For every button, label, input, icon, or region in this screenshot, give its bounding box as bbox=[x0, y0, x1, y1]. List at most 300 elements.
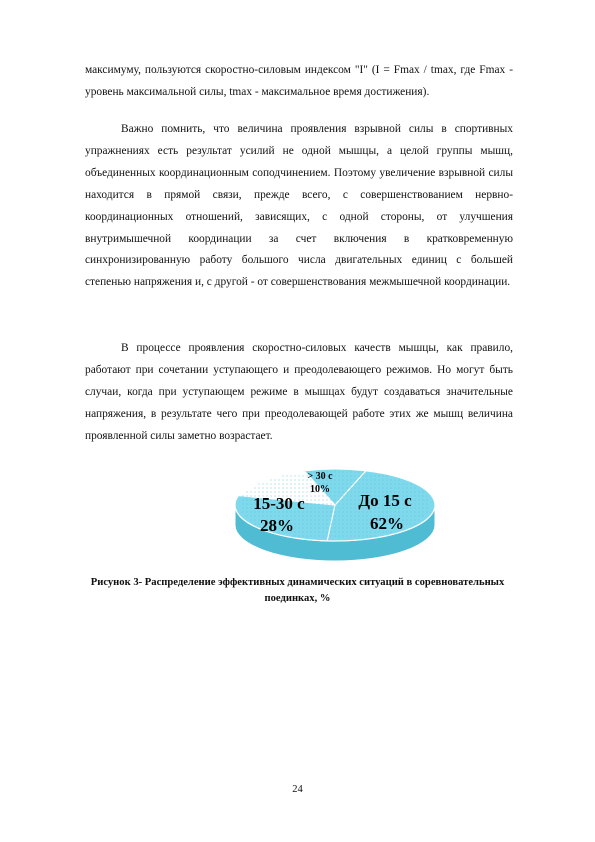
texture-dot bbox=[351, 536, 352, 537]
texture-dot bbox=[335, 520, 336, 521]
texture-dot bbox=[335, 488, 336, 489]
texture-dot bbox=[355, 508, 356, 509]
texture-dot bbox=[339, 492, 340, 493]
texture-dot bbox=[331, 500, 332, 501]
texture-dot bbox=[327, 516, 328, 517]
texture-dot bbox=[315, 516, 316, 517]
texture-dot bbox=[419, 492, 420, 493]
texture-dot bbox=[335, 516, 336, 517]
texture-dot bbox=[315, 504, 316, 505]
texture-dot bbox=[271, 484, 272, 485]
slice-label-slice-15-30s: 15-30 с bbox=[253, 494, 305, 513]
texture-dot bbox=[331, 532, 332, 533]
texture-dot bbox=[287, 484, 288, 485]
texture-dot bbox=[267, 484, 268, 485]
texture-dot bbox=[255, 524, 256, 525]
texture-dot bbox=[331, 520, 332, 521]
texture-dot bbox=[343, 504, 344, 505]
texture-dot bbox=[347, 512, 348, 513]
texture-dot bbox=[319, 528, 320, 529]
texture-dot bbox=[319, 504, 320, 505]
texture-dot bbox=[363, 512, 364, 513]
texture-dot bbox=[307, 484, 308, 485]
texture-dot bbox=[287, 476, 288, 477]
texture-dot bbox=[247, 516, 248, 517]
texture-dot bbox=[363, 488, 364, 489]
texture-dot bbox=[295, 524, 296, 525]
texture-dot bbox=[379, 488, 380, 489]
texture-dot bbox=[303, 484, 304, 485]
texture-dot bbox=[327, 528, 328, 529]
texture-dot bbox=[307, 488, 308, 489]
texture-dot bbox=[391, 484, 392, 485]
texture-dot bbox=[363, 484, 364, 485]
texture-dot bbox=[275, 492, 276, 493]
texture-dot bbox=[407, 488, 408, 489]
texture-dot bbox=[307, 500, 308, 501]
texture-dot bbox=[287, 492, 288, 493]
texture-dot bbox=[375, 480, 376, 481]
texture-dot bbox=[351, 480, 352, 481]
texture-dot bbox=[351, 504, 352, 505]
texture-dot bbox=[363, 516, 364, 517]
texture-dot bbox=[355, 512, 356, 513]
texture-dot bbox=[295, 492, 296, 493]
texture-dot bbox=[311, 508, 312, 509]
texture-dot bbox=[299, 536, 300, 537]
texture-dot bbox=[415, 524, 416, 525]
texture-dot bbox=[343, 532, 344, 533]
texture-dot bbox=[311, 520, 312, 521]
texture-dot bbox=[343, 536, 344, 537]
texture-dot bbox=[363, 520, 364, 521]
texture-dot bbox=[383, 480, 384, 481]
figure-caption: Рисунок 3- Распределение эффективных динамических ситуаций в соревновательных поединках, % bbox=[90, 577, 505, 604]
texture-dot bbox=[303, 536, 304, 537]
texture-dot bbox=[415, 520, 416, 521]
texture-dot bbox=[255, 488, 256, 489]
texture-dot bbox=[339, 476, 340, 477]
texture-dot bbox=[315, 524, 316, 525]
texture-dot bbox=[399, 480, 400, 481]
texture-dot bbox=[307, 512, 308, 513]
texture-dot bbox=[335, 496, 336, 497]
texture-dot bbox=[295, 520, 296, 521]
texture-dot bbox=[387, 480, 388, 481]
texture-dot bbox=[415, 504, 416, 505]
texture-dot bbox=[307, 528, 308, 529]
texture-dot bbox=[331, 528, 332, 529]
texture-dot bbox=[355, 528, 356, 529]
texture-dot bbox=[295, 484, 296, 485]
texture-dot bbox=[423, 508, 424, 509]
texture-dot bbox=[319, 536, 320, 537]
texture-dot bbox=[331, 496, 332, 497]
texture-dot bbox=[347, 504, 348, 505]
texture-dot bbox=[427, 512, 428, 513]
texture-dot bbox=[311, 532, 312, 533]
texture-dot bbox=[319, 516, 320, 517]
texture-dot bbox=[411, 524, 412, 525]
texture-dot bbox=[351, 520, 352, 521]
texture-dot bbox=[359, 472, 360, 473]
texture-dot bbox=[295, 536, 296, 537]
texture-dot bbox=[299, 488, 300, 489]
texture-dot bbox=[359, 528, 360, 529]
texture-dot bbox=[307, 536, 308, 537]
texture-dot bbox=[371, 536, 372, 537]
texture-dot bbox=[251, 520, 252, 521]
texture-dot bbox=[347, 532, 348, 533]
texture-dot bbox=[331, 536, 332, 537]
texture-dot bbox=[427, 504, 428, 505]
texture-dot bbox=[311, 500, 312, 501]
texture-dot bbox=[351, 524, 352, 525]
texture-dot bbox=[339, 488, 340, 489]
texture-dot bbox=[319, 524, 320, 525]
texture-dot bbox=[251, 496, 252, 497]
texture-dot bbox=[423, 512, 424, 513]
texture-dot bbox=[291, 488, 292, 489]
texture-dot bbox=[347, 496, 348, 497]
texture-dot bbox=[299, 492, 300, 493]
texture-dot bbox=[331, 524, 332, 525]
texture-dot bbox=[331, 484, 332, 485]
texture-dot bbox=[339, 484, 340, 485]
texture-dot bbox=[287, 480, 288, 481]
texture-dot bbox=[339, 496, 340, 497]
texture-dot bbox=[339, 472, 340, 473]
texture-dot bbox=[351, 528, 352, 529]
texture-dot bbox=[395, 480, 396, 481]
texture-dot bbox=[303, 480, 304, 481]
slice-label-slice-up-to-15s: До 15 с bbox=[358, 491, 412, 510]
texture-dot bbox=[279, 484, 280, 485]
texture-dot bbox=[251, 516, 252, 517]
texture-dot bbox=[347, 536, 348, 537]
texture-dot bbox=[335, 524, 336, 525]
texture-dot bbox=[331, 508, 332, 509]
texture-dot bbox=[347, 492, 348, 493]
texture-dot bbox=[295, 516, 296, 517]
texture-dot bbox=[319, 532, 320, 533]
texture-dot bbox=[335, 476, 336, 477]
texture-dot bbox=[423, 496, 424, 497]
texture-dot bbox=[303, 492, 304, 493]
texture-dot bbox=[355, 516, 356, 517]
texture-dot bbox=[243, 512, 244, 513]
texture-dot bbox=[355, 472, 356, 473]
texture-dot bbox=[259, 488, 260, 489]
texture-dot bbox=[343, 492, 344, 493]
texture-dot bbox=[323, 528, 324, 529]
texture-dot bbox=[347, 476, 348, 477]
texture-dot bbox=[243, 504, 244, 505]
slice-label-slice-over-30s: > 30 с bbox=[307, 471, 333, 482]
texture-dot bbox=[327, 512, 328, 513]
texture-dot bbox=[335, 492, 336, 493]
texture-dot bbox=[307, 492, 308, 493]
texture-dot bbox=[367, 484, 368, 485]
texture-dot bbox=[391, 480, 392, 481]
texture-dot bbox=[403, 484, 404, 485]
texture-dot bbox=[255, 492, 256, 493]
texture-dot bbox=[299, 476, 300, 477]
texture-dot bbox=[375, 476, 376, 477]
texture-dot bbox=[347, 488, 348, 489]
texture-dot bbox=[247, 504, 248, 505]
texture-dot bbox=[323, 520, 324, 521]
texture-dot bbox=[419, 520, 420, 521]
texture-dot bbox=[415, 512, 416, 513]
texture-dot bbox=[339, 504, 340, 505]
texture-dot bbox=[271, 480, 272, 481]
texture-dot bbox=[307, 508, 308, 509]
texture-dot bbox=[363, 472, 364, 473]
texture-dot bbox=[347, 528, 348, 529]
texture-dot bbox=[351, 516, 352, 517]
texture-dot bbox=[303, 524, 304, 525]
texture-dot bbox=[375, 484, 376, 485]
texture-dot bbox=[359, 524, 360, 525]
texture-dot bbox=[351, 492, 352, 493]
texture-dot bbox=[343, 484, 344, 485]
texture-dot bbox=[327, 532, 328, 533]
texture-dot bbox=[415, 508, 416, 509]
texture-dot bbox=[351, 500, 352, 501]
texture-dot bbox=[331, 488, 332, 489]
texture-dot bbox=[255, 520, 256, 521]
texture-dot bbox=[307, 496, 308, 497]
texture-dot bbox=[311, 516, 312, 517]
texture-dot bbox=[419, 512, 420, 513]
texture-dot bbox=[383, 484, 384, 485]
texture-dot bbox=[355, 484, 356, 485]
pie-chart bbox=[225, 465, 445, 570]
texture-dot bbox=[319, 512, 320, 513]
texture-dot bbox=[359, 532, 360, 533]
texture-dot bbox=[351, 476, 352, 477]
texture-dot bbox=[335, 480, 336, 481]
texture-dot bbox=[355, 532, 356, 533]
slice-value-slice-up-to-15s: 62% bbox=[370, 514, 404, 533]
texture-dot bbox=[243, 500, 244, 501]
texture-dot bbox=[323, 536, 324, 537]
texture-dot bbox=[311, 496, 312, 497]
texture-dot bbox=[403, 488, 404, 489]
texture-dot bbox=[379, 484, 380, 485]
texture-dot bbox=[415, 492, 416, 493]
texture-dot bbox=[423, 516, 424, 517]
texture-dot bbox=[347, 520, 348, 521]
texture-dot bbox=[355, 476, 356, 477]
texture-dot bbox=[335, 504, 336, 505]
texture-dot bbox=[307, 504, 308, 505]
texture-dot bbox=[351, 496, 352, 497]
texture-dot bbox=[415, 488, 416, 489]
texture-dot bbox=[259, 492, 260, 493]
texture-dot bbox=[387, 512, 388, 513]
texture-dot bbox=[279, 492, 280, 493]
texture-dot bbox=[283, 476, 284, 477]
texture-dot bbox=[423, 492, 424, 493]
texture-dot bbox=[355, 524, 356, 525]
texture-dot bbox=[291, 492, 292, 493]
texture-dot bbox=[407, 516, 408, 517]
texture-dot bbox=[387, 488, 388, 489]
texture-dot bbox=[355, 500, 356, 501]
texture-dot bbox=[359, 484, 360, 485]
texture-dot bbox=[335, 484, 336, 485]
texture-dot bbox=[363, 480, 364, 481]
texture-dot bbox=[359, 488, 360, 489]
texture-dot bbox=[339, 528, 340, 529]
texture-dot bbox=[243, 496, 244, 497]
texture-dot bbox=[355, 488, 356, 489]
texture-dot bbox=[351, 488, 352, 489]
texture-dot bbox=[343, 516, 344, 517]
texture-dot bbox=[399, 488, 400, 489]
texture-dot bbox=[387, 476, 388, 477]
paragraph-text: Важно помнить, что величина проявления взрывной силы в спортивных упражнениях есть результат усилий не одной мышцы, а целой группы мышц, объединенных координационным соподчинением. Поэтому увеличение взрывной силы находится в прямой связи, прежде всего, с совершенствованием нервно-координационных отношений, зависящих, с одной стороны, от улучшения внутримышечной координации за счет включения в кратковременную синхронизированную работу большого числа двигательных единиц с большей степенью напряжения и, с другой - от совершенствования межмышечной координации. bbox=[85, 123, 513, 289]
texture-dot bbox=[395, 484, 396, 485]
texture-dot bbox=[315, 528, 316, 529]
texture-dot bbox=[335, 472, 336, 473]
texture-dot bbox=[251, 492, 252, 493]
texture-dot bbox=[295, 528, 296, 529]
texture-dot bbox=[291, 480, 292, 481]
texture-dot bbox=[335, 528, 336, 529]
texture-dot bbox=[283, 492, 284, 493]
texture-dot bbox=[375, 512, 376, 513]
texture-dot bbox=[307, 532, 308, 533]
texture-dot bbox=[327, 520, 328, 521]
texture-dot bbox=[391, 512, 392, 513]
texture-dot bbox=[351, 532, 352, 533]
texture-dot bbox=[271, 488, 272, 489]
texture-dot bbox=[367, 512, 368, 513]
paragraph-text: В процессе проявления скоростно-силовых качеств мышцы, как правило, работают при сочетании уступающего и преодолевающего режимов. Но могут быть случаи, когда при уступающем режиме в мышцах будут создаваться значительные напряжения, в результате чего при преодолевающей работе этих же мышц величина проявленной силы заметно возрастает. bbox=[85, 342, 513, 442]
texture-dot bbox=[391, 488, 392, 489]
texture-dot bbox=[351, 512, 352, 513]
texture-dot bbox=[299, 524, 300, 525]
texture-dot bbox=[339, 516, 340, 517]
texture-dot bbox=[307, 516, 308, 517]
texture-dot bbox=[355, 496, 356, 497]
texture-dot bbox=[415, 500, 416, 501]
texture-dot bbox=[367, 532, 368, 533]
texture-dot bbox=[383, 488, 384, 489]
texture-dot bbox=[323, 500, 324, 501]
texture-dot bbox=[351, 484, 352, 485]
texture-dot bbox=[303, 528, 304, 529]
texture-dot bbox=[327, 496, 328, 497]
texture-dot bbox=[311, 528, 312, 529]
texture-dot bbox=[367, 520, 368, 521]
texture-dot bbox=[315, 496, 316, 497]
texture-dot bbox=[415, 516, 416, 517]
texture-dot bbox=[347, 472, 348, 473]
texture-dot bbox=[419, 504, 420, 505]
texture-dot bbox=[363, 532, 364, 533]
texture-dot bbox=[347, 516, 348, 517]
texture-dot bbox=[367, 480, 368, 481]
texture-dot bbox=[339, 508, 340, 509]
texture-dot bbox=[387, 484, 388, 485]
texture-dot bbox=[247, 500, 248, 501]
texture-dot bbox=[315, 520, 316, 521]
texture-dot bbox=[335, 500, 336, 501]
texture-dot bbox=[331, 504, 332, 505]
texture-dot bbox=[407, 484, 408, 485]
slice-value-slice-15-30s: 28% bbox=[260, 516, 294, 535]
texture-dot bbox=[423, 504, 424, 505]
texture-dot bbox=[411, 512, 412, 513]
texture-dot bbox=[383, 476, 384, 477]
texture-dot bbox=[347, 524, 348, 525]
texture-dot bbox=[339, 520, 340, 521]
texture-dot bbox=[351, 472, 352, 473]
texture-dot bbox=[363, 476, 364, 477]
texture-dot bbox=[363, 524, 364, 525]
texture-dot bbox=[415, 496, 416, 497]
texture-dot bbox=[347, 480, 348, 481]
texture-dot bbox=[279, 488, 280, 489]
texture-dot bbox=[311, 512, 312, 513]
texture-dot bbox=[363, 536, 364, 537]
texture-dot bbox=[323, 512, 324, 513]
texture-dot bbox=[283, 488, 284, 489]
texture-dot bbox=[319, 520, 320, 521]
texture-dot bbox=[247, 492, 248, 493]
texture-dot bbox=[295, 532, 296, 533]
paragraph-2 bbox=[85, 119, 513, 294]
texture-dot bbox=[335, 532, 336, 533]
texture-dot bbox=[371, 512, 372, 513]
texture-dot bbox=[303, 516, 304, 517]
texture-dot bbox=[359, 516, 360, 517]
slice-value-slice-over-30s: 10% bbox=[310, 484, 330, 495]
texture-dot bbox=[423, 500, 424, 501]
texture-dot bbox=[299, 520, 300, 521]
texture-dot bbox=[327, 524, 328, 525]
texture-dot bbox=[375, 536, 376, 537]
texture-dot bbox=[335, 508, 336, 509]
texture-dot bbox=[279, 480, 280, 481]
texture-dot bbox=[319, 508, 320, 509]
texture-dot bbox=[315, 532, 316, 533]
texture-dot bbox=[339, 524, 340, 525]
texture-dot bbox=[291, 476, 292, 477]
texture-dot bbox=[395, 488, 396, 489]
texture-dot bbox=[267, 488, 268, 489]
texture-dot bbox=[359, 480, 360, 481]
texture-dot bbox=[379, 480, 380, 481]
texture-dot bbox=[359, 512, 360, 513]
texture-dot bbox=[315, 536, 316, 537]
texture-dot bbox=[263, 492, 264, 493]
texture-dot bbox=[371, 476, 372, 477]
texture-dot bbox=[419, 496, 420, 497]
texture-dot bbox=[403, 512, 404, 513]
texture-dot bbox=[299, 532, 300, 533]
texture-dot bbox=[311, 524, 312, 525]
texture-dot bbox=[343, 524, 344, 525]
texture-dot bbox=[343, 500, 344, 501]
texture-dot bbox=[287, 488, 288, 489]
texture-dot bbox=[343, 496, 344, 497]
texture-dot bbox=[427, 500, 428, 501]
